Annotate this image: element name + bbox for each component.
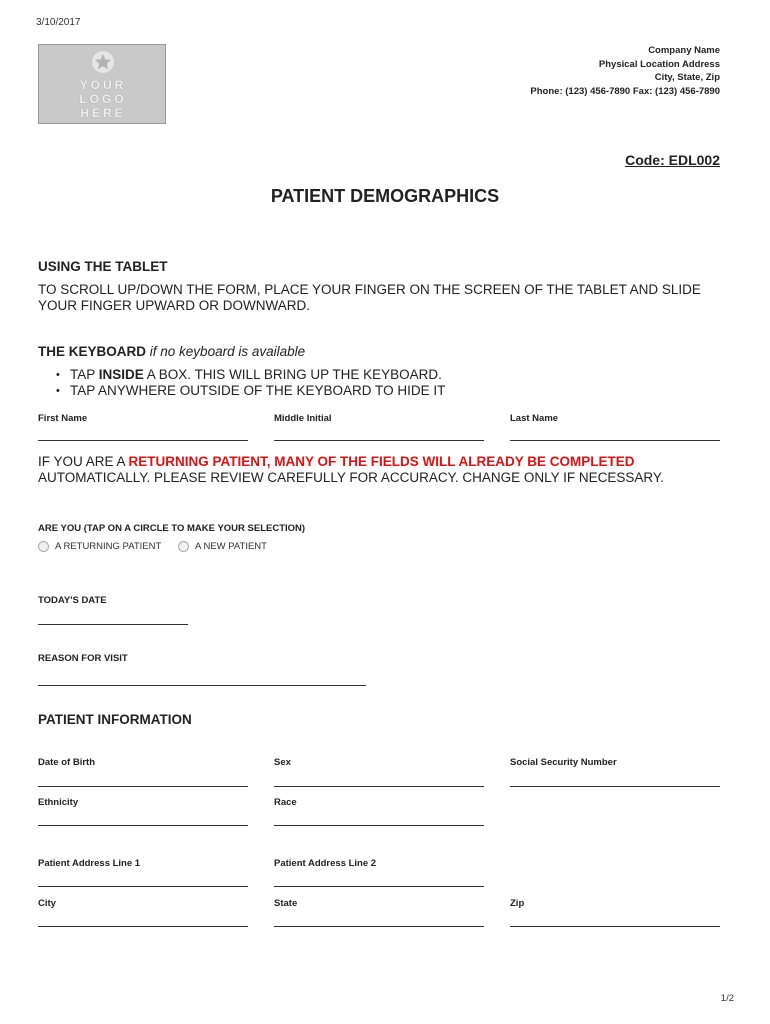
returning-patient-radio[interactable] bbox=[38, 541, 49, 552]
company-phone-fax: Phone: (123) 456-7890 Fax: (123) 456-7890 bbox=[530, 85, 720, 97]
patient-info-heading: PATIENT INFORMATION bbox=[38, 712, 192, 727]
last-name-field[interactable] bbox=[510, 440, 720, 441]
dob-field[interactable] bbox=[38, 786, 248, 787]
first-name-field[interactable] bbox=[38, 440, 248, 441]
todays-date-label: TODAY'S DATE bbox=[38, 595, 107, 606]
ssn-field[interactable] bbox=[510, 786, 720, 787]
print-date: 3/10/2017 bbox=[36, 17, 81, 28]
state-label: State bbox=[274, 898, 298, 909]
ethnicity-field[interactable] bbox=[38, 825, 248, 826]
ssn-label: Social Security Number bbox=[510, 757, 617, 768]
race-label: Race bbox=[274, 797, 297, 808]
city-field[interactable] bbox=[38, 926, 248, 927]
logo-placeholder bbox=[38, 44, 166, 124]
sex-label: Sex bbox=[274, 757, 291, 768]
city-label: City bbox=[38, 898, 56, 909]
zip-field[interactable] bbox=[510, 926, 720, 927]
are-you-label: ARE YOU (TAP ON A CIRCLE TO MAKE YOUR SELECTION) bbox=[38, 523, 306, 534]
logo-text-2: LOGO bbox=[79, 92, 127, 106]
keyboard-instructions bbox=[52, 367, 445, 399]
middle-initial-label: Middle Initial bbox=[274, 413, 332, 424]
company-name: Company Name bbox=[648, 45, 720, 56]
keyboard-heading-row bbox=[38, 344, 305, 360]
company-info bbox=[530, 44, 720, 98]
keyboard-note: if no keyboard is available bbox=[149, 344, 306, 359]
keyboard-bullet-1: • TAP INSIDE A BOX. THIS WILL BRING UP THE KEYBOARD. bbox=[52, 367, 445, 383]
reason-label: REASON FOR VISIT bbox=[38, 653, 128, 664]
state-field[interactable] bbox=[274, 926, 484, 927]
returning-patient-notice: IF YOU ARE A RETURNING PATIENT, MANY OF THE FIELDS WILL ALREADY BE COMPLETED AUTOMATICALLY. PLEASE REVIEW CAREFULLY FOR ACCURACY. CHANGE ONLY IF NECESSARY. bbox=[38, 454, 664, 485]
address-line-1-label: Patient Address Line 1 bbox=[38, 858, 141, 869]
sex-field[interactable] bbox=[274, 786, 484, 787]
keyboard-bullet-2: • TAP ANYWHERE OUTSIDE OF THE KEYBOARD TO HIDE IT bbox=[52, 383, 445, 399]
first-name-label: First Name bbox=[38, 413, 88, 424]
address-line-1-field[interactable] bbox=[38, 886, 248, 887]
returning-patient-option[interactable]: A RETURNING PATIENT bbox=[38, 541, 161, 552]
zip-label: Zip bbox=[510, 898, 525, 909]
logo-text-3: HERE bbox=[80, 106, 126, 120]
tablet-instructions: TO SCROLL UP/DOWN THE FORM, PLACE YOUR FINGER ON THE SCREEN OF THE TABLET AND SLIDE YOUR FINGER UPWARD OR DOWNWARD. bbox=[38, 282, 701, 313]
race-field[interactable] bbox=[274, 825, 484, 826]
page-number: 1/2 bbox=[720, 993, 734, 1004]
address-line-2-label: Patient Address Line 2 bbox=[274, 858, 377, 869]
new-patient-option[interactable]: A NEW PATIENT bbox=[178, 541, 267, 552]
logo-text-1: YOUR bbox=[79, 78, 127, 92]
dob-label: Date of Birth bbox=[38, 757, 95, 768]
address-line-2-field[interactable] bbox=[274, 886, 484, 887]
ethnicity-label: Ethnicity bbox=[38, 797, 79, 808]
middle-initial-field[interactable] bbox=[274, 440, 484, 441]
company-city-state-zip: City, State, Zip bbox=[654, 72, 720, 84]
keyboard-heading: THE KEYBOARD bbox=[38, 344, 147, 359]
new-patient-radio[interactable] bbox=[178, 541, 189, 552]
tablet-heading: USING THE TABLET bbox=[38, 259, 168, 274]
todays-date-field[interactable] bbox=[38, 624, 188, 625]
reason-field[interactable] bbox=[38, 685, 366, 686]
page-title: PATIENT DEMOGRAPHICS bbox=[270, 186, 500, 206]
last-name-label: Last Name bbox=[510, 413, 559, 424]
company-address: Physical Location Address bbox=[598, 58, 720, 70]
form-code: Code: EDL002 bbox=[625, 152, 720, 168]
